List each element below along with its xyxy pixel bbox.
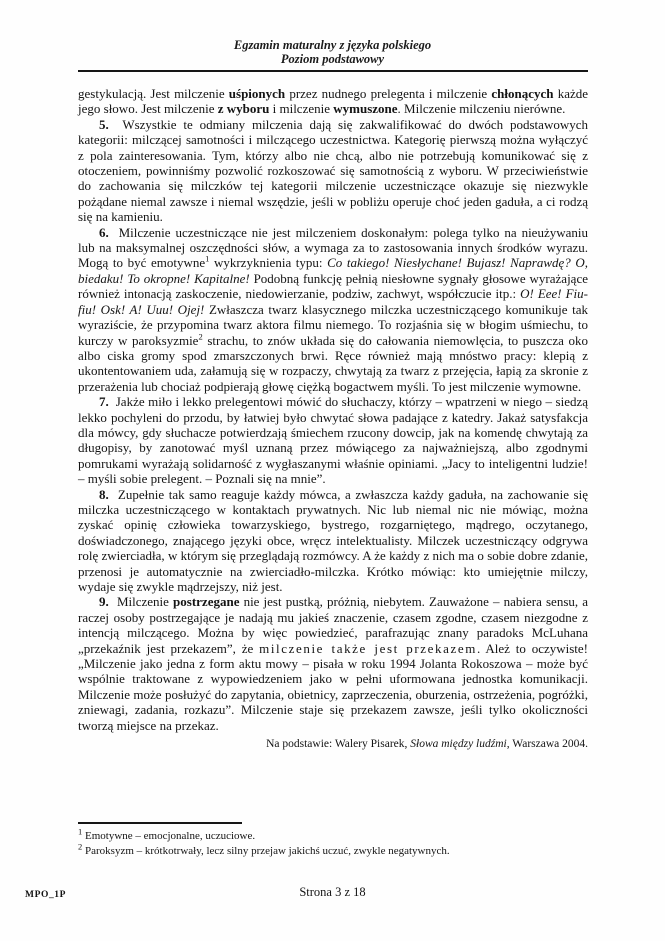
text-run: O! Eee! Fiu-fiu! Osk! A! Uuu! Ojej! xyxy=(78,286,588,317)
footnote-marker: 1 xyxy=(78,826,83,837)
text-run: strachu, to znów układa się do całowania niemowlęcia, to puszcza oko albo ciska gromy spod zmarszczonych brwi. Ręce również mają mnóstwo pracy: klepią z ukontentowaniem uda, załamują się w rozpaczy, chwytają za twarz z przejęcia, łapią za skronie z przerażenia lub chociaż podpierają głowę ciężką bogactwem myśli. To jest milczenie wymowne. xyxy=(78,332,589,394)
text-run: Milczenie xyxy=(108,594,174,610)
paragraph-7 xyxy=(78,394,588,486)
reading-text xyxy=(78,86,588,733)
text-run: , Warszawa 2004. xyxy=(506,738,588,751)
footnote-2 xyxy=(78,840,588,859)
paragraph-continuation xyxy=(78,86,588,117)
paragraph-9 xyxy=(78,594,588,733)
text-run: 2 xyxy=(198,331,203,342)
text-run: 7. xyxy=(99,394,109,410)
text-run: Słowa między ludźmi xyxy=(410,738,507,751)
text-run: Milczenie uczestniczące nie jest milczeniem doskonałym: polega tylko na nieużywaniu lub na maksymalnej oszczędności słów, a wymaga za to zastosowania innych środków wyrazu. Mogą to być emotywne xyxy=(78,224,588,271)
paragraph-8 xyxy=(78,487,588,595)
text-run: 1 xyxy=(205,254,210,265)
text-run: Zwłaszcza twarz klasycznego milczka uczestniczącego komunikuje tak wyraziście, że przypomina twarz aktora filmu niemego. To rozjaśnia się w błogim uśmiechu, to kurczy w paroksyzmie xyxy=(78,301,589,348)
footnote-1 xyxy=(78,826,588,844)
footnote-text xyxy=(82,845,449,857)
footnote-marker: 2 xyxy=(78,840,83,851)
text-run: Jakże miło i lekko prelegentowi mówić do słuchaczy, którzy – wpatrzeni w niego – siedzą lekko pochyleni do przodu, by łatwiej było chwytać słowa padające z katedry. Jakaż satysfakcja dla mówcy, gdy słuchacze potwierdzają śmiechem rzucony dowcip, jak na komendę chwytają za długopisy, by zanotować myśl uznaną przez mówiącego za najważniejszą, albo zgodnymi pomrukami wyrażają solidarność z wygłaszanymi właśnie opiniami. „Jacy to inteligentni ludzie! – myśli sobie prelegent. – Poznali się na mnie”. xyxy=(78,394,588,487)
form-code: MPO_1P xyxy=(25,890,67,900)
text-run: 6. xyxy=(99,224,109,240)
text-run: 9. xyxy=(99,594,109,610)
text-run: przez nudnego prelegenta i milczenie xyxy=(285,86,492,101)
paragraph-6 xyxy=(78,225,588,394)
text-run: . Milczenie milczeniu nierówne. xyxy=(397,101,566,117)
text-run: Wszystkie te odmiany milczenia dają się zakwalifikować do dwóch podstawowych kategorii: milczącej samotności i milczącego uczestnictwa. Kategorię pierwszą można wyłączyć z pola zainteresowania. Tym, którzy albo nie chcą, albo nie potrzebują komunikować się z otoczeniem, powinniśmy pozwolić rozkoszować się samotnością z wyboru. W przeciwieństwie do zachowania się milczków tej kategorii milczenie uczestniczące okazuje się niezwykle pożądane niemal zawsze i niemal wszędzie, jeśli w pobliżu operuje choć jeden gaduła, a ci rodzą się na kamieniu. xyxy=(78,116,588,225)
text-run: uśpionych xyxy=(228,86,286,101)
source-attribution xyxy=(78,737,588,751)
text-run: gestykulacją. Jest milczenie xyxy=(78,86,229,101)
text-run: . Ależ to oczywiste! „Milczenie jako jedna z form aktu mowy – pisała w roku 1994 Jolanta Rokoszowa – może być wspólnie traktowane z wypowiedzeniem jako w pełni uformowana jednostka komunikacji. Milczenie może posłużyć do zapytania, obietnicy, zaprzeczenia, oburzenia, ostrzeżenia, pogróżki, zniewagi, zadania, rozkazu”. Milczenie staje się przekazem zawsze, jeśli tylko okoliczności tworzą miejsce na przekaz. xyxy=(78,640,588,733)
header-rule xyxy=(78,70,588,72)
text-run: z wyboru xyxy=(217,101,270,117)
text-run: Paroksyzm – krótkotrwały, lecz silny przejaw jakichś uczuć, zwykle negatywnych. xyxy=(82,844,450,857)
text-run: wymuszone xyxy=(333,101,398,117)
exam-level: Poziom podstawowy xyxy=(280,52,385,66)
text-run: każde jego słowo. Jest milczenie xyxy=(78,86,588,117)
footnote-rule xyxy=(78,822,242,824)
footnotes-section xyxy=(78,822,588,858)
footnote-text xyxy=(82,830,255,842)
text-run: Zupełnie tak samo reaguje każdy mówca, a zwłaszcza każdy gaduła, na zachowanie się milczka uczestniczącego w kontaktach prywatnych. Nic lub niemal nic nie mówiąc, można zyskać opinię człowieka towarzyskiego, bystrego, rozgarniętego, mądrego, oczytanego, doświadczonego, znającego języki obce, wręcz intelektualisty. Milczek uczestniczący odgrywa rolę zwierciadła, w którym się przeglądają rozmówcy. A że każdy z nich ma o sobie dobre zdanie, przenosi je automatycznie na zwierciadło-milczka. Krótko mówiąc: kto umiejętnie milczy, wydaje się zwykle mądrzejszy, niż jest. xyxy=(78,486,588,594)
text-run: 8. xyxy=(99,486,109,502)
exam-title: Egzamin maturalny z języka polskiego xyxy=(233,38,432,52)
text-run: chłonących xyxy=(491,86,554,101)
text-run: i milczenie xyxy=(269,101,334,117)
page-header xyxy=(0,38,665,66)
text-run: nie jest pustką, próżnią, niebytem. Zauważone – nabiera sensu, a raczej osoby postrzegające je nadają mu jakieś znaczenie, czasem zgodne, czasem niezgodne z intencją milczącego. Można by więc powiedzieć, parafrazując znany paradoks McLuhana „przekaźnik jest przekazem”, że xyxy=(78,594,588,656)
text-run: wykrzyknienia typu: xyxy=(209,255,328,271)
paragraph-5 xyxy=(78,117,588,225)
text-run: Emotywne – emocjonalne, uczuciowe. xyxy=(82,830,256,842)
page-number: Strona 3 z 18 xyxy=(299,885,366,899)
text-run: milczenie także jest przekazem xyxy=(259,640,477,656)
text-run: 5. xyxy=(99,116,109,132)
text-run: postrzegane xyxy=(173,594,240,610)
text-run: Podobną funkcję pełnią niesłowne sygnały głosowe wyrażające również intonacją zaskoczenie, niedowierzanie, podziw, zachwyt, współczucie itp.: xyxy=(78,270,588,302)
text-run: Na podstawie: Walery Pisarek, xyxy=(266,738,411,751)
text-run: Co takiego! Niesłychane! Bujasz! Naprawdę? O, biedaku! To okropne! Kapitalne! xyxy=(78,255,588,286)
